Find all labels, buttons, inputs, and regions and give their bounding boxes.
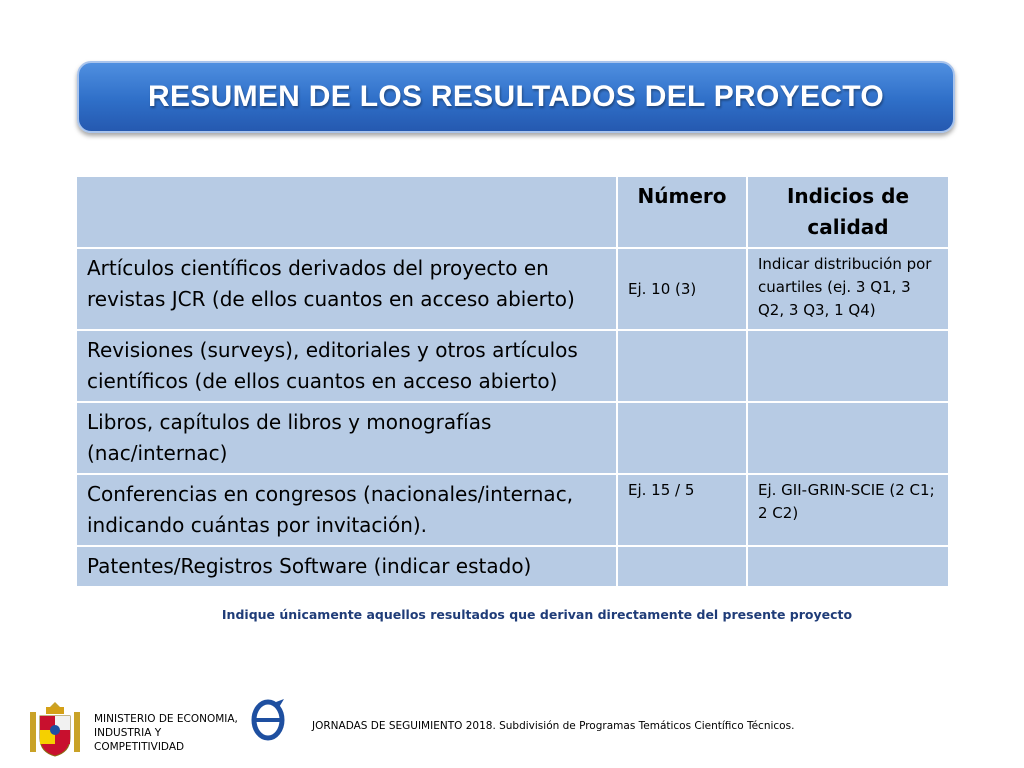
header-calidad: Indicios de calidad — [747, 176, 949, 248]
table-row — [76, 546, 949, 587]
table-header-row — [76, 176, 949, 248]
calidad-cell — [747, 546, 949, 587]
results-table — [75, 175, 950, 588]
coat-of-arms-logo — [26, 698, 84, 760]
numero-cell: Ej. 10 (3) — [617, 248, 747, 330]
calidad-cell — [747, 330, 949, 402]
header-numero: Número — [617, 176, 747, 248]
row-label: Libros, capítulos de libros y monografías (nac/internac) — [76, 402, 617, 474]
table-row — [76, 330, 949, 402]
row-label: Revisiones (surveys), editoriales y otros artículos científicos (de ellos cuantos en acceso abierto) — [76, 330, 617, 402]
header-empty — [76, 176, 617, 248]
numero-cell — [617, 330, 747, 402]
table-row — [76, 248, 949, 330]
ministry-name: MINISTERIO DE ECONOMIA, INDUSTRIA Y COMPETITIVIDAD — [94, 713, 238, 753]
numero-cell — [617, 402, 747, 474]
table-row — [76, 474, 949, 546]
numero-cell — [617, 546, 747, 587]
table-row — [76, 402, 949, 474]
numero-cell: Ej. 15 / 5 — [617, 474, 747, 546]
calidad-cell: Ej. GII-GRIN-SCIE (2 C1; 2 C2) — [747, 474, 949, 546]
row-label: Artículos científicos derivados del proyecto en revistas JCR (de ellos cuantos en acceso abierto) — [76, 248, 617, 330]
agency-logo — [246, 698, 294, 760]
calidad-cell — [747, 402, 949, 474]
calidad-cell: Indicar distribución por cuartiles (ej. 3 Q1, 3 Q2, 3 Q3, 1 Q4) — [747, 248, 949, 330]
title-banner — [77, 61, 955, 133]
event-footer-text: JORNADAS DE SEGUIMIENTO 2018. Subdivisión de Programas Temáticos Científico Técnicos. — [312, 720, 795, 732]
results-note: Indique únicamente aquellos resultados que derivan directamente del presente proyecto — [221, 607, 853, 622]
row-label: Conferencias en congresos (nacionales/internac, indicando cuántas por invitación). — [76, 474, 617, 546]
row-label: Patentes/Registros Software (indicar estado) — [76, 546, 617, 587]
page-title: RESUMEN DE LOS RESULTADOS DEL PROYECTO — [148, 80, 884, 113]
